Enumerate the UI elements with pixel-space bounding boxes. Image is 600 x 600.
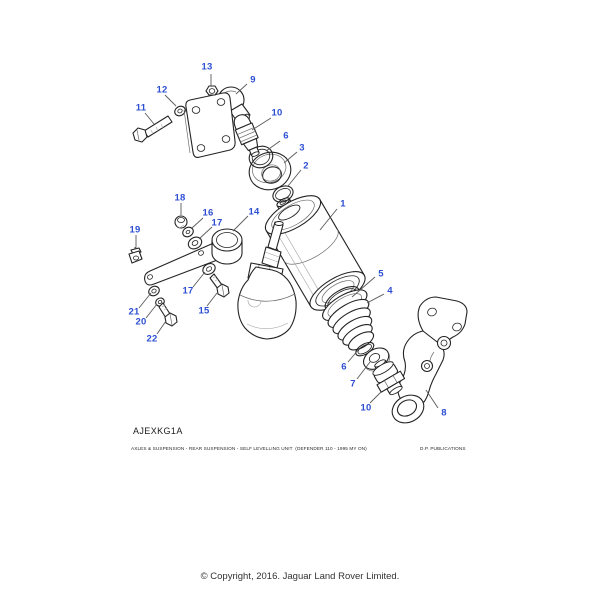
drawing-caption: AXLES & SUSPENSION - REAR SUSPENSION - SELF LEVELLING UNIT (DEFENDER 110 - 1995 MY ON) [131,446,367,451]
part-label-12: 12 [156,84,168,96]
part-label-17a: 17 [211,217,223,229]
part-label-18: 18 [174,192,186,204]
part-label-2: 2 [303,160,309,172]
part-label-20: 20 [135,316,147,328]
part-label-5: 5 [378,268,384,280]
part-label-1: 1 [340,198,346,210]
part-label-15: 15 [198,305,210,317]
part-label-10b: 10 [360,402,372,414]
mounting-bracket-art [387,297,467,428]
part-label-17b: 17 [182,285,194,297]
part-label-14: 14 [248,206,260,218]
part-label-11: 11 [135,102,147,114]
part-label-10a: 10 [271,107,283,119]
part-label-21: 21 [128,306,140,318]
part-label-8: 8 [441,407,447,419]
copyright-notice: © Copyright, 2016. Jaguar Land Rover Limited. [200,571,400,582]
part-label-9: 9 [250,74,256,86]
part-label-13: 13 [201,61,213,73]
part-label-6a: 6 [283,130,289,142]
part-label-19: 19 [129,224,141,236]
publisher-credit: D.P. PUBLICATIONS [420,446,466,451]
strap-bracket-art [129,216,242,326]
drawing-code: AJEXKG1A [133,426,183,436]
part-label-22: 22 [146,333,158,345]
part-label-7: 7 [350,378,356,390]
part-label-4: 4 [387,285,393,297]
part-label-6b: 6 [341,361,347,373]
part-label-3: 3 [299,142,305,154]
part-label-16: 16 [202,207,214,219]
